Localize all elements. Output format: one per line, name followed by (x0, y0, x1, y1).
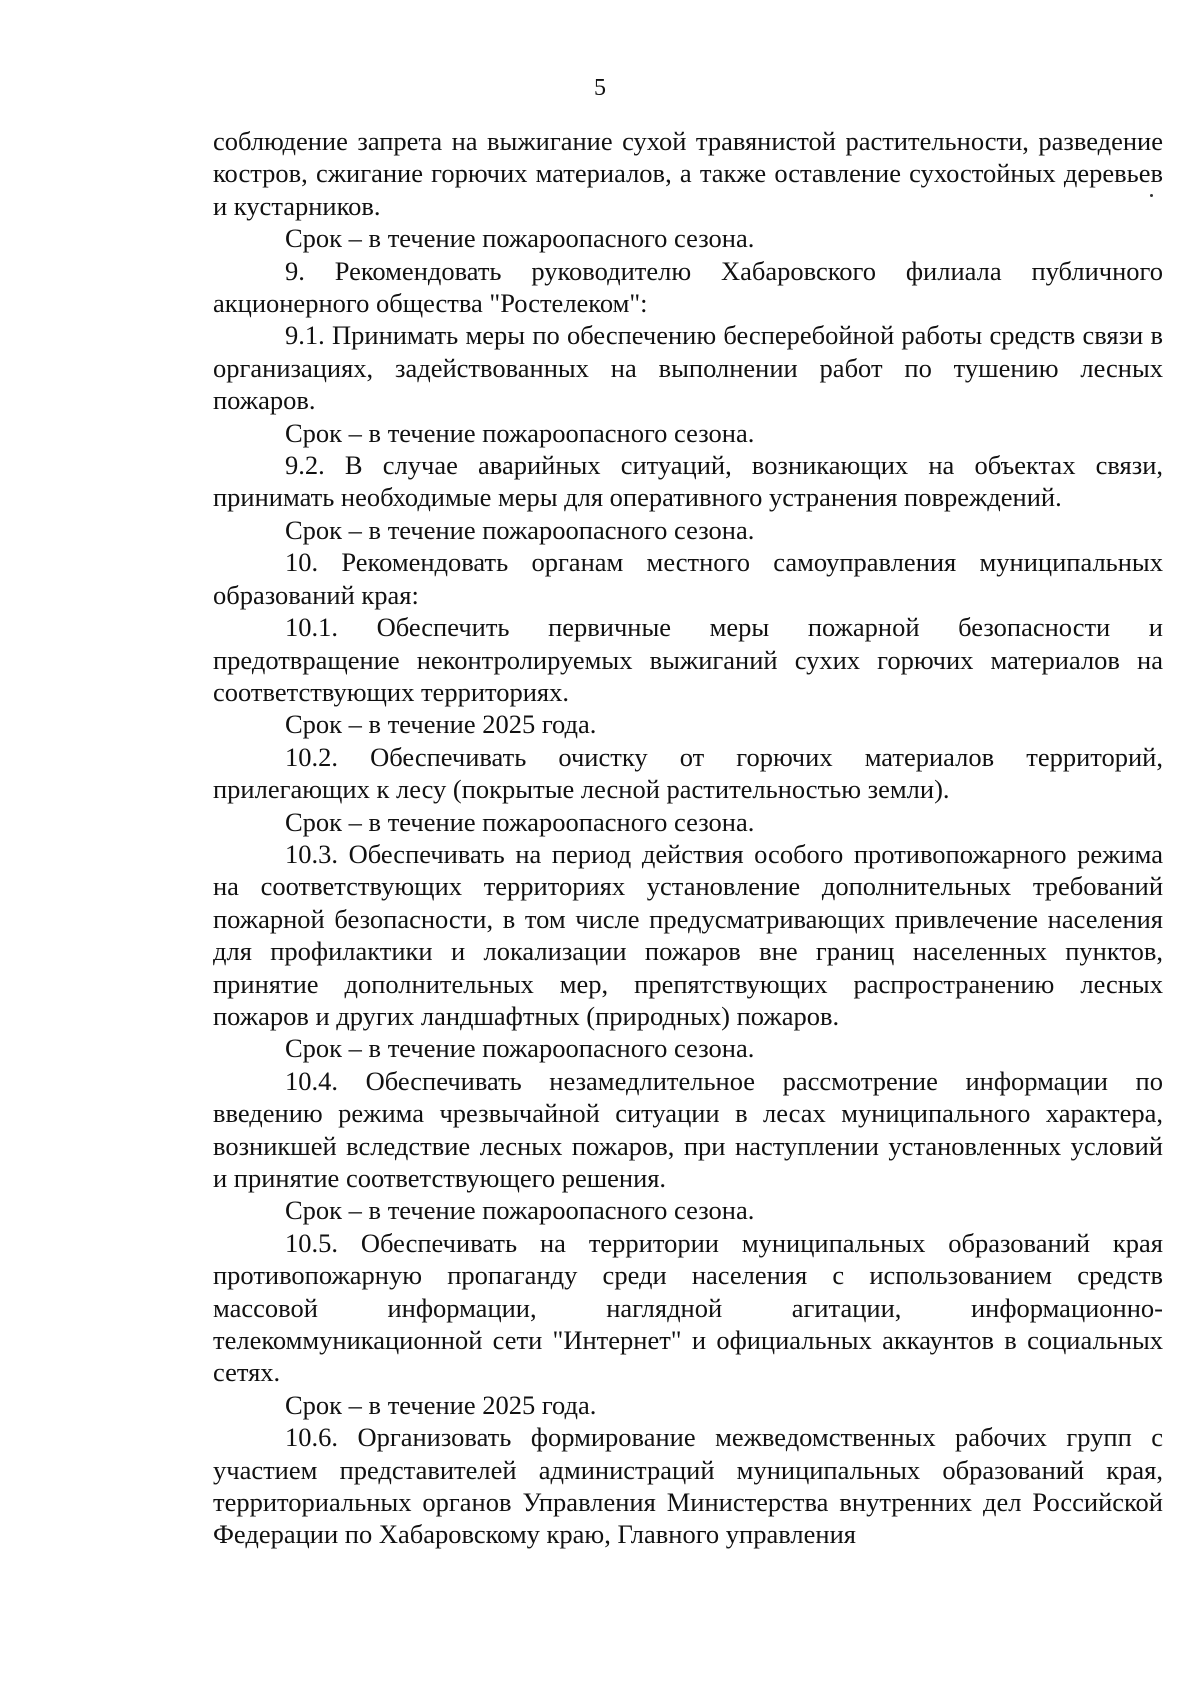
paragraph-deadline: Срок – в течение пожароопасного сезона. (285, 223, 755, 254)
paragraph-continuation: соблюдение запрета на выжигание сухой травянистой растительности, разведение костров, сжигание горючих материалов, а также оставление сухостойных деревьев и кустарников. (213, 126, 1163, 221)
paragraph-deadline: Срок – в течение пожароопасного сезона. (285, 514, 755, 545)
paragraph-item-9: 9. Рекомендовать руководителю Хабаровского филиала публичного акционерного общества "Ростелеком": (213, 255, 1163, 319)
paragraph-item-10-2: 10.2. Обеспечивать очистку от горючих материалов территорий, прилегающих к лесу (покрытые лесной растительностью земли). (213, 741, 1163, 805)
paragraph-item-10-5: 10.5. Обеспечивать на территории муниципальных образований края противопожарную пропаганду среди населения с использованием средств массовой информации, наглядной агитации, информационно-телекоммуникационной сети "Интернет" и официальных аккаунтов в социальных сетях. (213, 1227, 1163, 1388)
paragraph-deadline: Срок – в течение пожароопасного сезона. (285, 806, 755, 837)
paragraph-deadline: Срок – в течение 2025 года. (285, 1389, 597, 1420)
paragraph-item-10-3: 10.3. Обеспечивать на период действия особого противопожарного режима на соответствующих территориях установление дополнительных требований пожарной безопасности, в том числе предусматривающих привлечение населения для профилактики и локализации пожаров вне границ населенных пунктов, принятие дополнительных мер, препятствующих распространению лесных пожаров и других ландшафтных (природных) пожаров. (213, 838, 1163, 1031)
document-body (213, 125, 1163, 1551)
paragraph-item-9-1: 9.1. Принимать меры по обеспечению бесперебойной работы средств связи в организациях, задействованных на выполнении работ по тушению лесных пожаров. (213, 320, 1163, 416)
paragraph-item-10: 10. Рекомендовать органам местного самоуправления муниципальных образований края: (213, 547, 1163, 610)
paragraph-deadline: Срок – в течение 2025 года. (285, 709, 597, 740)
paragraph-deadline: Срок – в течение пожароопасного сезона. (285, 1195, 755, 1226)
paragraph-deadline: Срок – в течение пожароопасного сезона. (285, 417, 755, 448)
paragraph-item-10-6: 10.6. Организовать формирование межведомственных рабочих групп с участием представителей администраций муниципальных образований края, территориальных органов Управления Министерства внутренних дел Российской Федерации по Хабаровскому краю, Главного управления (213, 1422, 1163, 1550)
paragraph-item-9-2: 9.2. В случае аварийных ситуаций, возникающих на объектах связи, принимать необходимые меры для оперативного устранения повреждений. (213, 450, 1163, 513)
paragraph-item-10-1: 10.1. Обеспечить первичные меры пожарной безопасности и предотвращение неконтролируемых выжиганий сухих горючих материалов на соответствующих территориях. (213, 612, 1163, 707)
page-number: 5 (594, 75, 606, 101)
paragraph-item-10-4: 10.4. Обеспечивать незамедлительное рассмотрение информации по введению режима чрезвычайной ситуации в лесах муниципального характера, возникшей вследствие лесных пожаров, при наступлении установленных условий и принятие соответствующего решения. (213, 1065, 1163, 1193)
paragraph-deadline: Срок – в течение пожароопасного сезона. (285, 1033, 755, 1064)
